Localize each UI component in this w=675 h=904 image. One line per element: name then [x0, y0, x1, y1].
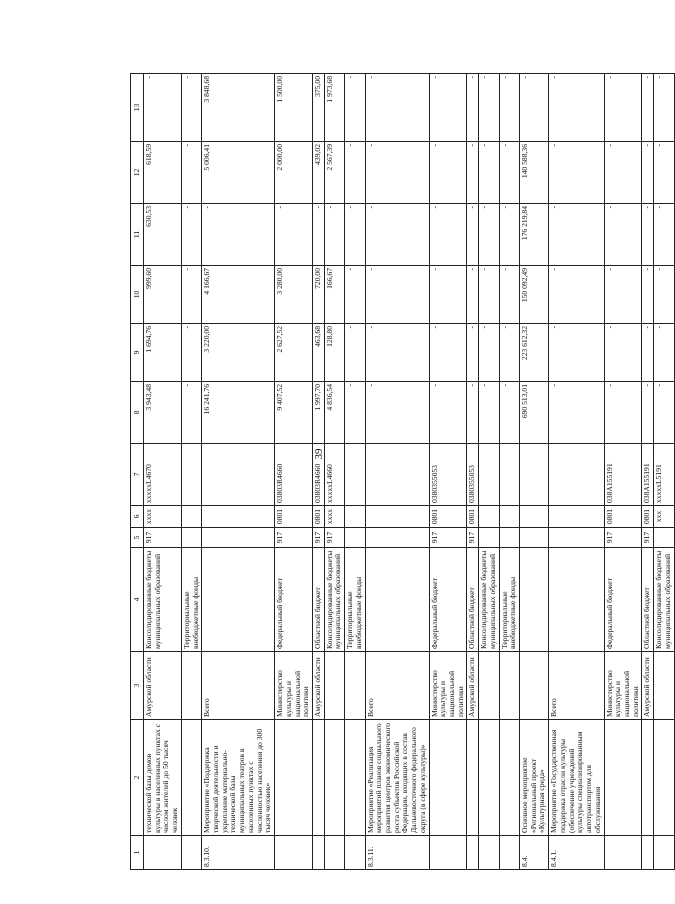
- cell-value-year-1: -: [345, 324, 365, 382]
- cell-budget-source: Консолидированные бюджеты муниципальных образований: [479, 548, 499, 652]
- cell-target-article: [202, 444, 275, 506]
- cell-value-total: -: [429, 382, 467, 444]
- cell-section-code: 0801: [312, 506, 324, 528]
- cell-target-article: 03803R4660: [312, 444, 324, 506]
- cell-grbs-code: 917: [604, 528, 642, 548]
- cell-value-year-2: 3 280,00: [275, 266, 313, 324]
- cell-section-code: 0801: [275, 506, 313, 528]
- cell-value-year-5: -: [479, 74, 499, 142]
- cell-section-code: [202, 506, 275, 528]
- cell-value-year-1: -: [654, 324, 674, 382]
- table-row: [202, 74, 275, 870]
- cell-value-year-2: 999,60: [144, 266, 182, 324]
- cell-value-year-5: -: [642, 74, 654, 142]
- cell-responsible: Амурской области: [312, 652, 324, 720]
- cell-value-total: -: [479, 382, 499, 444]
- cell-value-year-4: 2 000,00: [275, 142, 313, 204]
- cell-responsible: Министерство культуры и национальной политики: [275, 652, 313, 720]
- cell-target-article: [549, 444, 604, 506]
- cell-value-year-2: 150 092,49: [520, 266, 549, 324]
- cell-budget-source: Областной бюджет: [312, 548, 324, 652]
- table-row: [499, 74, 519, 870]
- cell-target-article: [479, 444, 499, 506]
- cell-value-year-1: -: [467, 324, 479, 382]
- cell-value-year-1: -: [642, 324, 654, 382]
- cell-target-article: 0380355053: [467, 444, 479, 506]
- cell-grbs-code: 917: [275, 528, 313, 548]
- cell-responsible: Всего: [549, 652, 604, 720]
- cell-row-code: [312, 836, 324, 870]
- cell-value-year-1: 128,80: [324, 324, 344, 382]
- cell-value-year-1: -: [365, 324, 429, 382]
- cell-budget-source: Территориальные внебюджетные фонды: [499, 548, 519, 652]
- cell-section-code: 0801: [429, 506, 467, 528]
- cell-target-article: [365, 444, 429, 506]
- cell-target-article: [181, 444, 201, 506]
- cell-value-year-2: -: [181, 266, 201, 324]
- cell-value-year-5: 1 500,00: [275, 74, 313, 142]
- cell-responsible: Амурской области: [642, 652, 654, 720]
- cell-responsible: [324, 652, 344, 720]
- cell-value-total: 690 513,01: [520, 382, 549, 444]
- cell-budget-source: Федеральный бюджет: [275, 548, 313, 652]
- table-row: [324, 74, 344, 870]
- cell-value-year-4: -: [365, 142, 429, 204]
- table-row: [429, 74, 467, 870]
- cell-measure-name: Основное мероприятие «Региональный проект «Культурная среда»: [520, 720, 549, 836]
- table-row: [654, 74, 674, 870]
- cell-section-code: [479, 506, 499, 528]
- column-number: 9: [131, 324, 144, 382]
- cell-value-year-3: 176 219,84: [520, 204, 549, 266]
- cell-value-year-2: -: [549, 266, 604, 324]
- cell-budget-source: Территориальные внебюджетные фонды: [181, 548, 201, 652]
- cell-grbs-code: 917: [429, 528, 467, 548]
- cell-grbs-code: [181, 528, 201, 548]
- cell-value-year-5: 1 973,68: [324, 74, 344, 142]
- cell-row-code: 8.3.10.: [202, 836, 275, 870]
- cell-measure-name: Мероприятие «Реализация мероприятий планов социального развития центров экономического роста субъектов Российской Федерации, входящих в состав Дальневосточного федерального округа (в сфере культуры)»: [365, 720, 429, 836]
- column-number: 3: [131, 652, 144, 720]
- column-number: 1: [131, 836, 144, 870]
- cell-measure-name: [312, 720, 324, 836]
- cell-value-total: -: [365, 382, 429, 444]
- cell-grbs-code: 917: [467, 528, 479, 548]
- cell-value-year-1: -: [429, 324, 467, 382]
- cell-value-total: -: [549, 382, 604, 444]
- table-row: [467, 74, 479, 870]
- cell-target-article: [499, 444, 519, 506]
- cell-responsible: [520, 652, 549, 720]
- cell-row-code: [654, 836, 674, 870]
- cell-target-article: 0380355053: [429, 444, 467, 506]
- cell-value-total: -: [604, 382, 642, 444]
- cell-row-code: [345, 836, 365, 870]
- cell-budget-source: [365, 548, 429, 652]
- cell-target-article: хххххL5191: [654, 444, 674, 506]
- cell-budget-source: Областной бюджет: [642, 548, 654, 652]
- cell-target-article: 03803R4660: [275, 444, 313, 506]
- budget-table: [130, 73, 675, 870]
- table-row: [549, 74, 604, 870]
- cell-value-year-2: 4 166,67: [202, 266, 275, 324]
- cell-value-year-4: -: [345, 142, 365, 204]
- cell-value-year-5: -: [549, 74, 604, 142]
- cell-value-year-2: -: [654, 266, 674, 324]
- column-number: 12: [131, 142, 144, 204]
- cell-value-year-3: -: [429, 204, 467, 266]
- cell-value-year-5: -: [365, 74, 429, 142]
- cell-row-code: [642, 836, 654, 870]
- column-number: 8: [131, 382, 144, 444]
- cell-value-year-1: -: [549, 324, 604, 382]
- cell-value-year-2: -: [642, 266, 654, 324]
- cell-budget-source: [549, 548, 604, 652]
- cell-row-code: [324, 836, 344, 870]
- cell-value-year-1: 1 694,76: [144, 324, 182, 382]
- cell-value-year-5: 3 848,68: [202, 74, 275, 142]
- cell-row-code: [499, 836, 519, 870]
- cell-budget-source: Федеральный бюджет: [604, 548, 642, 652]
- column-number: 7: [131, 444, 144, 506]
- cell-budget-source: Территориальные внебюджетные фонды: [345, 548, 365, 652]
- cell-responsible: [181, 652, 201, 720]
- cell-budget-source: [520, 548, 549, 652]
- cell-value-year-3: -: [499, 204, 519, 266]
- cell-value-year-1: -: [604, 324, 642, 382]
- cell-section-code: ххх: [654, 506, 674, 528]
- column-number: 4: [131, 548, 144, 652]
- cell-value-year-4: 2 567,39: [324, 142, 344, 204]
- cell-value-year-4: -: [479, 142, 499, 204]
- cell-measure-name: [467, 720, 479, 836]
- column-number: 13: [131, 74, 144, 142]
- cell-row-code: 8.4.1.: [549, 836, 604, 870]
- column-number: 2: [131, 720, 144, 836]
- cell-measure-name: [345, 720, 365, 836]
- cell-measure-name: [479, 720, 499, 836]
- cell-grbs-code: 917: [312, 528, 324, 548]
- cell-row-code: 8.3.11.: [365, 836, 429, 870]
- cell-value-total: -: [181, 382, 201, 444]
- cell-budget-source: Федеральный бюджет: [429, 548, 467, 652]
- cell-value-total: -: [467, 382, 479, 444]
- cell-section-code: 0801: [642, 506, 654, 528]
- cell-responsible: Министерство культуры и национальной политики: [429, 652, 467, 720]
- cell-budget-source: [202, 548, 275, 652]
- cell-grbs-code: [202, 528, 275, 548]
- cell-section-code: [499, 506, 519, 528]
- cell-value-year-3: -: [479, 204, 499, 266]
- cell-value-year-3: -: [604, 204, 642, 266]
- cell-value-year-3: -: [202, 204, 275, 266]
- cell-row-code: 8.4.: [520, 836, 549, 870]
- column-number: 6: [131, 506, 144, 528]
- column-number: 11: [131, 204, 144, 266]
- cell-value-year-4: -: [499, 142, 519, 204]
- column-number: 10: [131, 266, 144, 324]
- budget-table-container: [130, 74, 672, 870]
- cell-grbs-code: 917: [144, 528, 182, 548]
- cell-value-year-5: -: [654, 74, 674, 142]
- cell-responsible: [654, 652, 674, 720]
- cell-value-year-3: -: [312, 204, 324, 266]
- cell-value-year-3: 630,53: [144, 204, 182, 266]
- cell-grbs-code: [365, 528, 429, 548]
- table-row: [312, 74, 324, 870]
- cell-value-year-4: 5 006,41: [202, 142, 275, 204]
- cell-section-code: хххх: [144, 506, 182, 528]
- cell-grbs-code: 917: [324, 528, 344, 548]
- cell-value-year-5: -: [345, 74, 365, 142]
- cell-grbs-code: [345, 528, 365, 548]
- table-body: [144, 74, 675, 870]
- cell-value-year-2: -: [479, 266, 499, 324]
- cell-grbs-code: 917: [642, 528, 654, 548]
- cell-section-code: [365, 506, 429, 528]
- cell-responsible: Амурской области: [144, 652, 182, 720]
- cell-section-code: хххх: [324, 506, 344, 528]
- cell-budget-source: Областной бюджет: [467, 548, 479, 652]
- cell-measure-name: [324, 720, 344, 836]
- cell-budget-source: Консолидированные бюджеты муниципальных образований: [324, 548, 344, 652]
- cell-value-year-3: -: [654, 204, 674, 266]
- cell-grbs-code: [549, 528, 604, 548]
- cell-measure-name: технической базы домов культуры в населенных пунктах с числом жителей до 50 тысяч человек: [144, 720, 182, 836]
- cell-value-year-5: -: [181, 74, 201, 142]
- cell-row-code: [604, 836, 642, 870]
- table-row: [604, 74, 642, 870]
- cell-value-year-1: -: [499, 324, 519, 382]
- cell-responsible: Амурской области: [467, 652, 479, 720]
- cell-grbs-code: [479, 528, 499, 548]
- cell-value-year-2: 166,67: [324, 266, 344, 324]
- cell-value-year-5: -: [520, 74, 549, 142]
- cell-value-total: -: [642, 382, 654, 444]
- cell-value-year-1: -: [181, 324, 201, 382]
- cell-value-year-4: -: [642, 142, 654, 204]
- cell-row-code: [479, 836, 499, 870]
- cell-value-year-5: -: [429, 74, 467, 142]
- cell-measure-name: [642, 720, 654, 836]
- cell-measure-name: [604, 720, 642, 836]
- cell-value-year-2: -: [499, 266, 519, 324]
- cell-value-year-4: -: [181, 142, 201, 204]
- column-number: 5: [131, 528, 144, 548]
- cell-value-year-4: 618,59: [144, 142, 182, 204]
- cell-value-year-2: 720,00: [312, 266, 324, 324]
- cell-section-code: 0801: [467, 506, 479, 528]
- cell-section-code: [520, 506, 549, 528]
- cell-value-year-5: -: [604, 74, 642, 142]
- cell-row-code: [144, 836, 182, 870]
- cell-value-year-1: 463,68: [312, 324, 324, 382]
- cell-measure-name: [181, 720, 201, 836]
- table-row: [275, 74, 313, 870]
- cell-target-article: 038A155191: [604, 444, 642, 506]
- cell-value-year-1: -: [479, 324, 499, 382]
- cell-value-total: -: [499, 382, 519, 444]
- table-row: [144, 74, 182, 870]
- cell-grbs-code: [520, 528, 549, 548]
- cell-value-year-2: -: [604, 266, 642, 324]
- cell-value-year-5: -: [144, 74, 182, 142]
- cell-measure-name: [499, 720, 519, 836]
- cell-target-article: ххххxL4660: [324, 444, 344, 506]
- cell-value-year-2: -: [429, 266, 467, 324]
- cell-value-year-3: -: [549, 204, 604, 266]
- cell-value-year-1: 3 220,00: [202, 324, 275, 382]
- cell-value-year-5: -: [499, 74, 519, 142]
- cell-value-total: -: [654, 382, 674, 444]
- cell-value-year-3: -: [365, 204, 429, 266]
- cell-row-code: [429, 836, 467, 870]
- cell-value-year-3: -: [324, 204, 344, 266]
- cell-section-code: [549, 506, 604, 528]
- cell-section-code: [345, 506, 365, 528]
- cell-value-year-2: -: [467, 266, 479, 324]
- cell-grbs-code: [654, 528, 674, 548]
- cell-value-year-1: 2 627,52: [275, 324, 313, 382]
- cell-responsible: [479, 652, 499, 720]
- cell-section-code: [181, 506, 201, 528]
- cell-budget-source: Консолидированные бюджеты муниципальных образований: [654, 548, 674, 652]
- column-number-row: [131, 74, 144, 870]
- table-row: [520, 74, 549, 870]
- cell-value-year-3: -: [275, 204, 313, 266]
- cell-measure-name: [654, 720, 674, 836]
- cell-value-year-4: -: [549, 142, 604, 204]
- cell-measure-name: [275, 720, 313, 836]
- cell-value-year-2: -: [345, 266, 365, 324]
- page-number: 39: [313, 448, 325, 460]
- table-row: [181, 74, 201, 870]
- cell-value-year-4: 140 588,36: [520, 142, 549, 204]
- cell-value-year-5: 375,00: [312, 74, 324, 142]
- cell-budget-source: Консолидированные бюджеты муниципальных образований: [144, 548, 182, 652]
- cell-section-code: 0801: [604, 506, 642, 528]
- cell-value-total: 4 836,54: [324, 382, 344, 444]
- cell-responsible: [499, 652, 519, 720]
- cell-responsible: [345, 652, 365, 720]
- cell-value-year-3: -: [345, 204, 365, 266]
- cell-value-year-4: -: [654, 142, 674, 204]
- cell-value-total: 3 943,48: [144, 382, 182, 444]
- cell-target-article: ххххxL4670: [144, 444, 182, 506]
- cell-value-year-1: 223 612,32: [520, 324, 549, 382]
- cell-responsible: Министерство культуры и национальной политики: [604, 652, 642, 720]
- cell-row-code: [275, 836, 313, 870]
- cell-responsible: Всего: [365, 652, 429, 720]
- cell-target-article: [520, 444, 549, 506]
- cell-value-year-3: -: [642, 204, 654, 266]
- cell-value-total: 16 241,76: [202, 382, 275, 444]
- cell-row-code: [181, 836, 201, 870]
- table-row: [479, 74, 499, 870]
- cell-measure-name: Мероприятие «Государственная поддержка отрасли культуры (обеспечение учреждений культуры специализированным автотранспортом для обслуживания: [549, 720, 604, 836]
- cell-value-year-4: -: [604, 142, 642, 204]
- cell-target-article: 038A155191: [642, 444, 654, 506]
- cell-row-code: [467, 836, 479, 870]
- cell-value-year-5: -: [467, 74, 479, 142]
- cell-value-total: -: [345, 382, 365, 444]
- cell-value-total: 9 407,52: [275, 382, 313, 444]
- cell-target-article: [345, 444, 365, 506]
- cell-value-year-4: -: [467, 142, 479, 204]
- table-row: [365, 74, 429, 870]
- cell-value-year-3: -: [181, 204, 201, 266]
- cell-value-year-4: -: [429, 142, 467, 204]
- cell-value-year-3: -: [467, 204, 479, 266]
- cell-value-year-4: 439,02: [312, 142, 324, 204]
- table-row: [345, 74, 365, 870]
- table-row: [642, 74, 654, 870]
- cell-value-total: 1 997,70: [312, 382, 324, 444]
- cell-value-year-2: -: [365, 266, 429, 324]
- cell-measure-name: Мероприятие «Поддержка творческой деятельности и укрепление материально-технической базы муниципальных театров в населенных пунктах с численностью населения до 300 тысяч человек»: [202, 720, 275, 836]
- cell-grbs-code: [499, 528, 519, 548]
- cell-measure-name: [429, 720, 467, 836]
- cell-responsible: Всего: [202, 652, 275, 720]
